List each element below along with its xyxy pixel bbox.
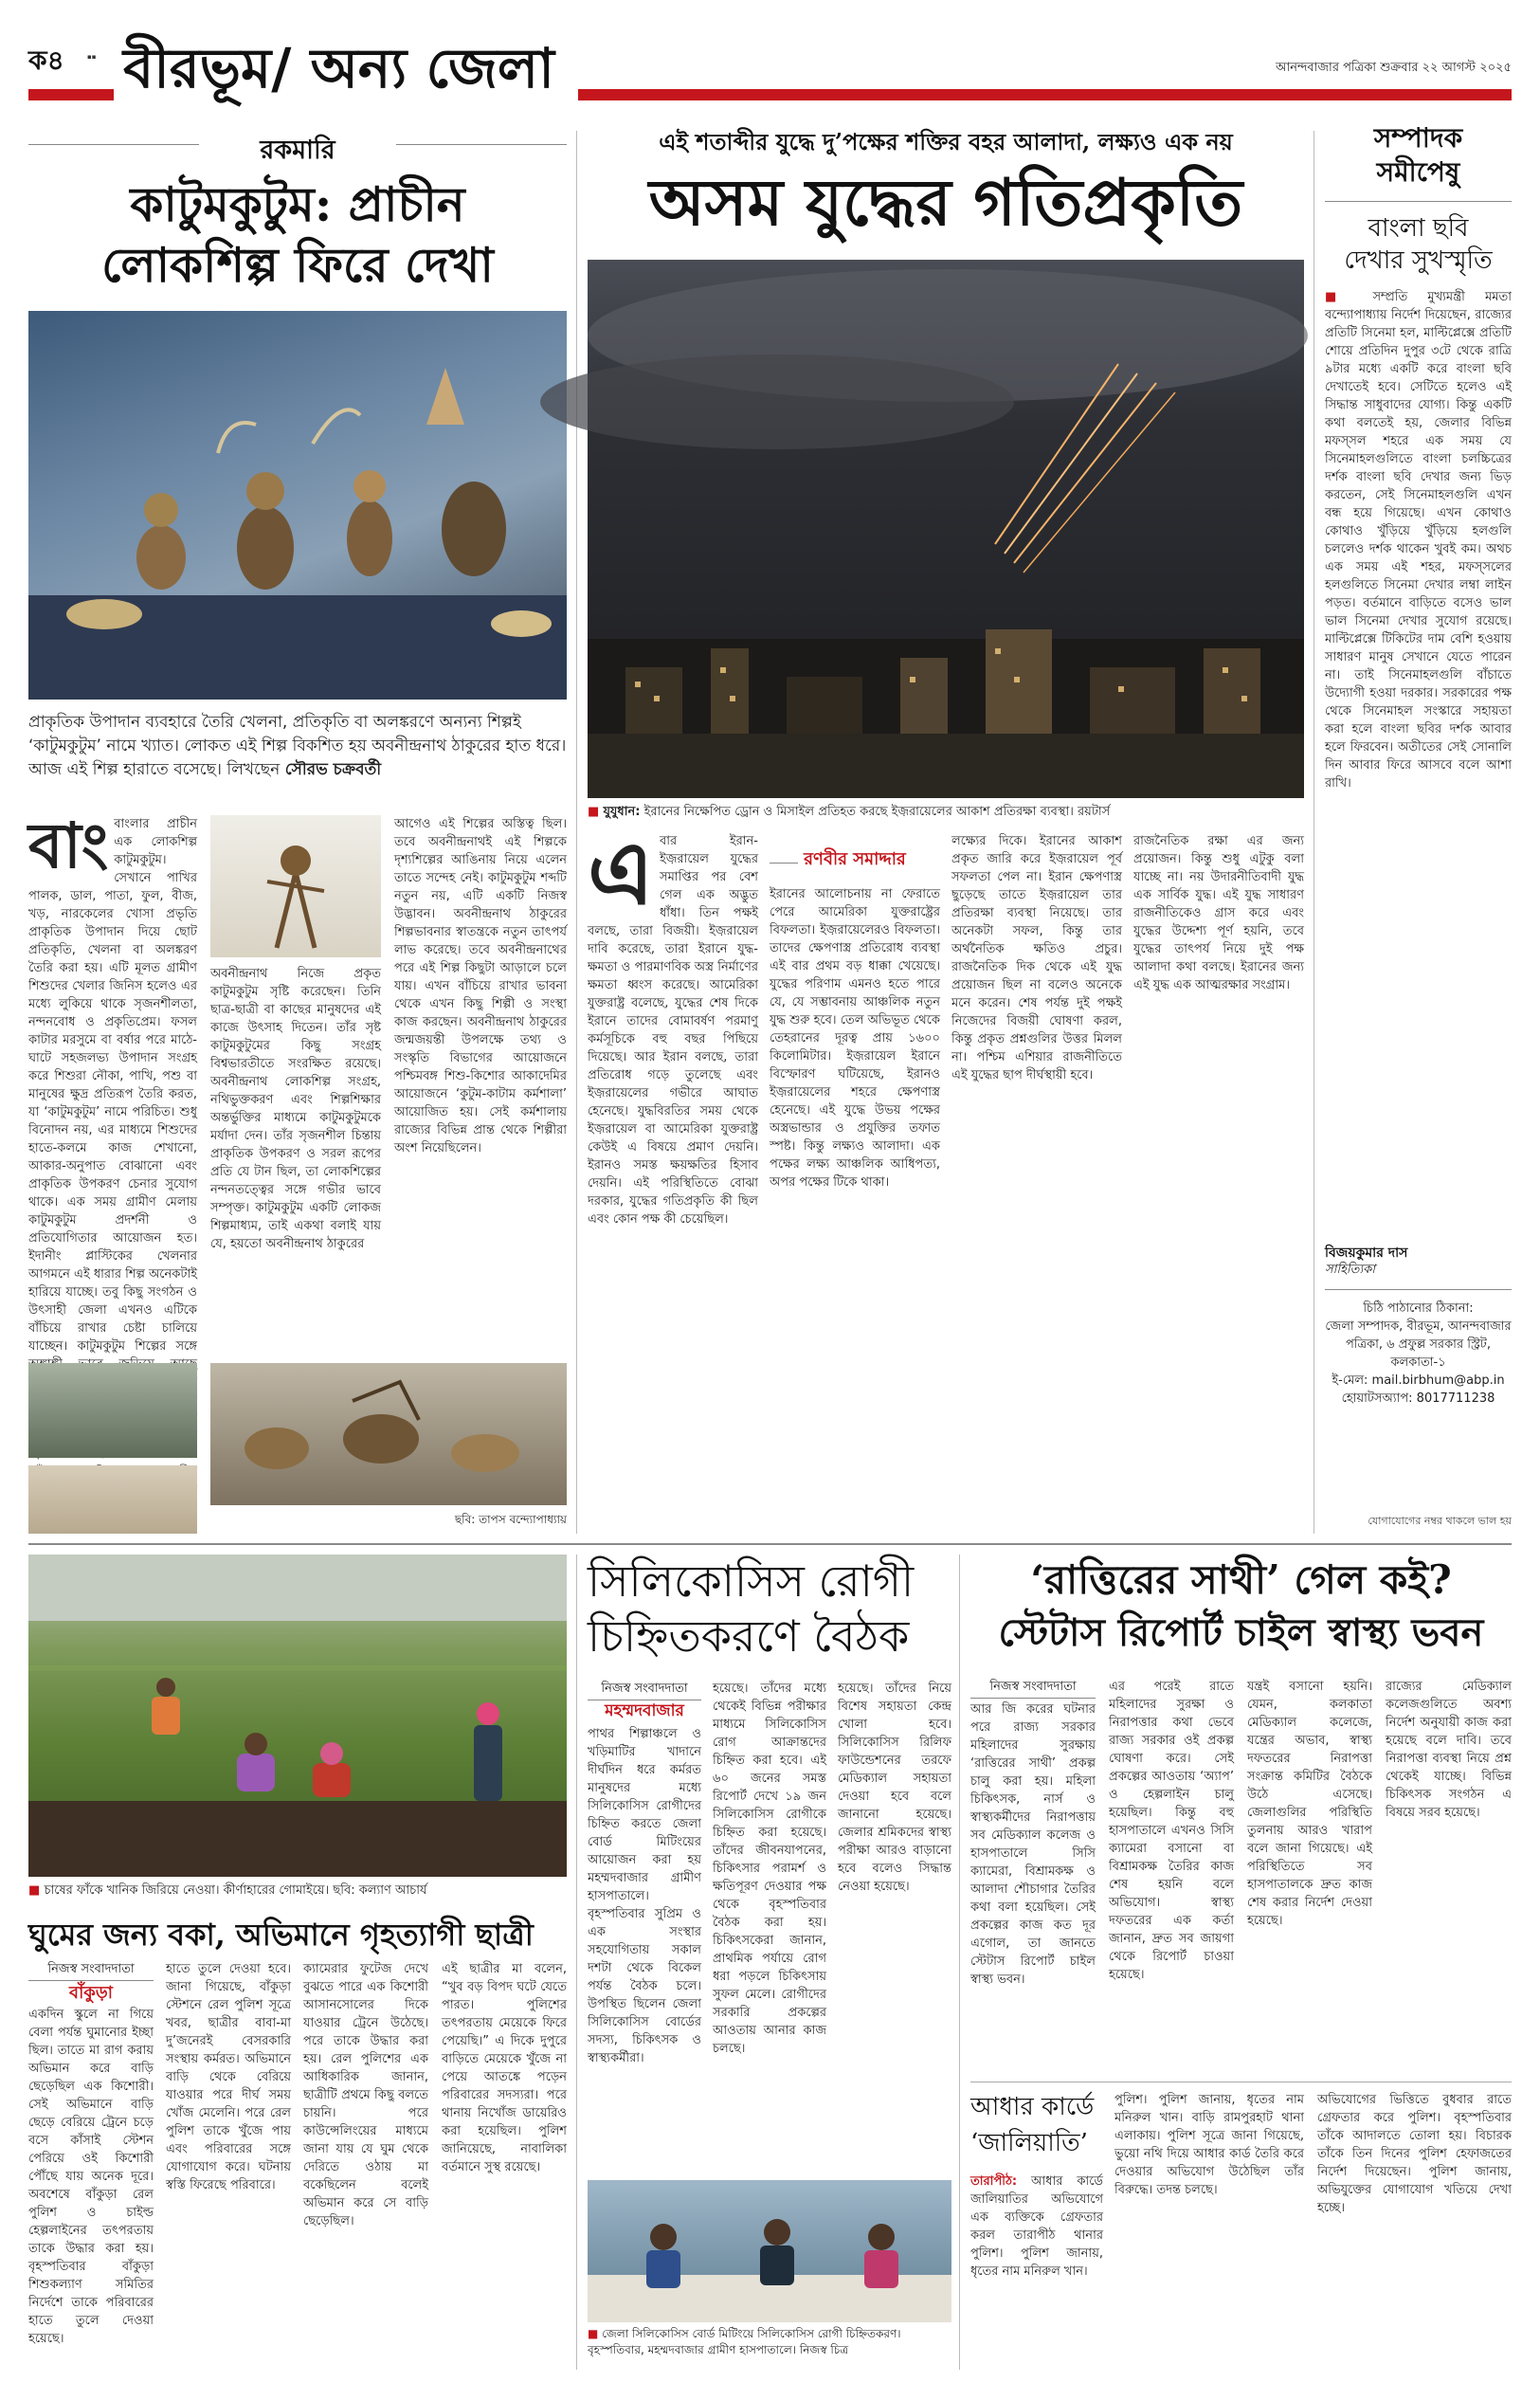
silicosis-body-col2: হয়েছে। তাঁদের মধ্যে থেকেই বিভিন্ন পরীক্ষার মাধ্যমে সিলিকোসিস রোগ আক্রান্তদের চিহ্নিত করা হবে। এই ৬০ জনের সমস্ত রিপোর্ট দেখে ১৯ জন সিলিকোসিস রোগীকে চিহ্নিত করা হয়েছে। তাঁদের জীবনযাপনের, চিকিৎসার পরামর্শ ও ক্ষতিপূরণ দেওয়ার পক্ষ থেকে বৃহস্পতিবার বৈঠক করা হয়। চিকিৎসকেরা জানান, প্রাথমিক পর্যায়ে রোগ ধরা পড়লে চিকিৎসায় সুফল মেলে। রোগীদের সরকারি প্রকল্পের আওতায় আনার কাজ চলছে। — [713, 1682, 826, 2056]
health-headline-line1: ‘রাত্তিরের সাথী’ গেল কই? — [1030, 1556, 1452, 1603]
aadhaar-body-col3: অভিযোগের ভিত্তিতে বুধবার রাতে গ্রেফতার করে পুলিশ। বৃহস্পতিবার তাঁকে আদালতে তোলা হয়। বিচারক তাঁকে তিন দিনের পুলিশ হেফাজতের নির্দেশ দিয়েছেন। পুলিশ জানায়, অভিযুক্তের যোগাযোগ খতিয়ে দেখা হচ্ছে। — [1317, 2093, 1512, 2215]
health-body-col1: আর জি করের ঘটনার পরে রাজ্য সরকার মহিলাদের সুরক্ষায় ‘রাত্তিরের সাথী’ প্রকল্প চালু করা হয়। মহিলা চিকিৎসক, নার্স ও স্বাস্থ্যকর্মীদের নিরাপত্তায় সব মেডিক্যাল কলেজ ও হাসপাতালে সিসি ক্যামেরা, বিশ্রামকক্ষ ও আলাদা শৌচাগার তৈরির কথা বলা হয়েছিল। সেই প্রকল্পের কাজ কত দূর এগোল, তা জানতে স্টেটাস রিপোর্ট চাইল স্বাস্থ্য ভবন। — [970, 1702, 1096, 1987]
center-kicker: এই শতাব্দীর যুদ্ধে দু’পক্ষের শক্তির বহর আলাদা, লক্ষ্যও এক নয় — [659, 128, 1233, 155]
craft-birds-photo — [28, 1465, 197, 1534]
craft-stick-figure-photo — [210, 815, 381, 957]
silicosis-reporter: নিজস্ব সংবাদদাতা — [588, 1680, 701, 1700]
feature-body-col1: বাংবাংলার প্রাচীন এক লোকশিল্প কাটুমকুটুম। সেখানে পাখির পালক, ডাল, পাতা, ফুল, বীজ, খড়, নারকেলের খোসা প্রভৃতি প্রাকৃতিক উপাদান দিয়ে ছোট প্রতিকৃতি, খেলনা বা অলঙ্করণ তৈরি করা হয়। এটি মূলত গ্রামীণ শিশুদের খেলার জিনিস হলেও এর মধ্যে লুকিয়ে থাকে সৃজনশীলতা, নন্দনবোধ ও প্রকৃতিপ্রেম। ফসল কাটার মরসুমে বা বর্ষার পরে মাঠে-ঘাটে সহজলভ্য উপাদান সংগ্রহ করে শিশুরা নৌকা, পাখি, পশু বা মানুষের ক্ষুদ্র প্রতিরূপ তৈরি করত, যা ‘কাটুমকুটুম’ নামে পরিচিত। শুধু বিনোদন নয়, এর মাধ্যমে শিশুদের হাতে-কলমে কাজ শেখানো, আকার-অনুপাত বোঝানো এবং প্রাকৃতিক উপকরণ চেনার সুযোগ থাকে। এক সময় গ্রামীণ মেলায় কাটুমকুটুম প্রদর্শনী ও প্রতিযোগিতার আয়োজন হত। ইদানীং প্লাস্টিকের খেলনার আগমনে এই ধারার শিল্প অনেকটাই হারিয়ে যাচ্ছে। তবু কিছু সংগঠন ও উৎসাহী জেলা এখনও এটিকে বাঁচিয়ে রাখার চেষ্টা চালিয়ে যাচ্ছেন। কাটুমকুটুম শিল্পের সঙ্গে — [28, 809, 197, 1354]
aadhaar-headline-line1: আধার কার্ডে — [970, 2093, 1095, 2121]
student-body-col3: ক্যামেরার ফুটেজ দেখে বুঝতে পারে এক কিশোরী আসানসোলের দিকে যাওয়ার ট্রেনে উঠেছে। পরে তাকে উদ্ধার করা হয়। রেল পুলিশের এক আধিকারিক জানান, ছাত্রীটি প্রথমে কিছু বলতে চায়নি। পরে কাউন্সেলিংয়ের মাধ্যমে জানা যায় যে ঘুম থেকে দেরিতে ওঠায় মা বকেছিলেন বলেই অভিমান করে সে বাড়ি ছেড়েছিল। — [303, 1962, 428, 2228]
letter-place: সাহিত্যিকা — [1325, 1263, 1376, 1277]
feature-headline-line1: কাটুমকুটুম: প্রাচীন — [130, 176, 465, 232]
editor-letters — [1325, 121, 1512, 1534]
page-divider — [28, 1543, 1512, 1545]
feature-body-col3: আগেও এই শিল্পের অস্তিত্ব ছিল। তবে অবনীন্দ্রনাথই এই শিল্পকে দৃশ্যশিল্পের আঙিনায় নিয়ে এলেন তাতে সন্দেহ নেই। কাটুমকুটুম শব্দটি নতুন নয়, এটি একটি নিজস্ব উদ্ভাবন। অবনীন্দ্রনাথ ঠাকুরের শিল্পভাবনার স্বাতন্ত্রকে নতুন তাৎপর্য লাভ করেছে। তবে অবনীন্দ্রনাথের পরে এই শিল্প কিছুটা আড়ালে চলে যায়। এখন বাঁচিয়ে রাখার ভাবনা থেকে এখন কিছু শিল্পী ও সংস্থা কাজ করছেন। অবনীন্দ্রনাথ ঠাকুরের জন্মজয়ন্তী উপলক্ষে তথ্য ও সংস্কৃতি বিভাগের আয়োজনে পশ্চিমবঙ্গ শিশু-কিশোর আকাদেমির আয়োজনে ‘কুটুম-কাটাম কর্মশালা’ আয়োজিত হয়। সেই কর্মশালায় রাজ্যের বিভিন্ন প্রান্ত থেকে শিল্পীরা অংশ নিয়েছিলেন। — [394, 817, 567, 1155]
caption-square-icon: ■ — [588, 2327, 599, 2340]
address-box — [1325, 1289, 1512, 1498]
silicosis-headline-line1: সিলিকোসিস রোগী — [588, 1555, 915, 1607]
center-photo-caption: ■ যুযুধান: ইরানের নিক্ষেপিত ড্রোন ও মিসাইল প্রতিহত করছে ইজ়রায়েলের আকাশ প্রতিরক্ষা ব্যবস্থা। রয়টার্স — [588, 805, 1111, 819]
address-title: চিঠি পাঠানোর ঠিকানা: — [1363, 1301, 1474, 1316]
rule-bottom-1 — [576, 1555, 577, 2370]
health-body-col3: যন্ত্রই বসানো হয়নি। যেমন, কলকাতা মেডিক্যাল কলেজে, যন্ত্রের অভাব, স্বাস্থ্য দফতরের নিরাপত্তা সংক্রান্ত কমিটির বৈঠকে উঠে এসেছে। জেলাগুলির পরিস্থিতি তুলনায় আরও খারাপ বলে জানা গিয়েছে। এই পরিস্থিতিতে সব হাসপাতালকে দ্রুত কাজ শেষ করার নির্দেশ দেওয়া হয়েছে। — [1247, 1680, 1372, 1928]
paddy-photo-caption: ■ চাষের ফাঁকে খানিক জিরিয়ে নেওয়া। কীর্ণাহারের গোমাইয়ে। ছবি: কল্যাণ আচার্য — [28, 1883, 427, 1898]
feature-kicker: রকমারি — [260, 136, 335, 165]
rule-left-center — [576, 131, 577, 1534]
silicosis-photo-caption: ■ জেলা সিলিকোসিস বোর্ড মিটিংয়ে সিলিকোসিস রোগী চিহ্নিতকরণ। বৃহস্পতিবার, মহম্মদবাজার গ্রামীণ হাসপাতালে। নিজস্ব চিত্র — [588, 2327, 901, 2356]
caption-square-icon: ■ — [28, 1883, 41, 1898]
left-feature — [28, 131, 567, 1534]
center-body-col3: লক্ষ্যের দিকে। ইরানের আকাশ প্রকৃত জারি করে ইজ়রায়েল পূর্ব সফলতা পেল না। ইরান ক্ষেপণাস্ত্র ছুড়েছে তাতে ইজ়রায়েল তার প্রতিরক্ষা ব্যবস্থা নিয়েছে। তার অনেকটা সফল, কিন্তু তার অর্থনৈতিক ক্ষতিও প্রচুর। রাজনৈতিক দিক থেকে এই যুদ্ধ প্রয়োজন ছিল না বলেও অনেকে মনে করেন। শেষ পর্যন্ত দুই পক্ষই নিজেদের বিজয়ী ঘোষণা করল, কিন্তু প্রকৃত প্রশ্নগুলির উত্তর মিলল না। পশ্চিম এশিয়ার রাজনীতিতে এই যুদ্ধের ছাপ দীর্ঘস্থায়ী হবে। — [951, 834, 1122, 1082]
aadhaar-body-col1: তারাপীঠ: আধার কার্ডে জালিয়াতির অভিযোগে এক ব্যক্তিকে গ্রেফতার করল তারাপীঠ থানার পুলিশ। পুলিশ জানায়, ধৃতের নাম মনিরুল খান। — [970, 2174, 1103, 2279]
center-story — [588, 121, 1304, 1534]
letter-author: বিজয়কুমার দাস — [1325, 1246, 1408, 1261]
student-place: বাঁকুড়া — [69, 1983, 113, 2003]
mini-logo-icon: ▪▪ — [87, 53, 97, 61]
aadhaar-headline-line2: ‘জালিয়াতি’ — [970, 2129, 1088, 2157]
aadhaar-place: তারাপীঠ: — [970, 2174, 1018, 2189]
health-reporter: নিজস্ব সংবাদদাতা — [970, 1678, 1096, 1699]
feature-author: সৌরভ চক্রবর্তী — [284, 760, 382, 779]
feature-intro-box — [28, 707, 567, 802]
health-body-col4: রাজ্যের মেডিক্যাল কলেজগুলিতে অবশ্য নির্দেশ অনুযায়ী কাজ করা হয়েছে বলে দাবি। তবে নিরাপত্তা ব্যবস্থা নিয়ে প্রশ্ন থেকেই যাচ্ছে। বিভিন্ন চিকিৎসক সংগঠন এ বিষয়ে সরব হয়েছে। — [1386, 1680, 1512, 1820]
page-masthead — [28, 28, 1512, 106]
student-body-col4: এই ছাত্রীর মা বলেন, “খুব বড় বিপদ ঘটে যেতে পারত। পুলিশের তৎপরতায় মেয়েকে ফিরে পেয়েছি।” এ দিকে দুপুরে বাড়িতে মেয়েকে খুঁজে না পেয়ে আতঙ্কে পড়েন পরিবারের সদস্যরা। পরে থানায় নিখোঁজ ডায়েরিও করা হয়েছিল। পুলিশ জানিয়েছে, নাবালিকা বর্তমানে সুস্থ রয়েছে। — [442, 1962, 567, 2174]
rule-bottom-2 — [959, 1555, 960, 2370]
center-dropcap: এ — [588, 823, 654, 924]
silicosis-headline-line2: চিহ্নিতকরণে বৈঠক — [588, 1610, 910, 1662]
center-body-col4: রাজনৈতিক রক্ষা এর জন্য প্রয়োজন। কিন্তু শুধু এটুকু বলা যাচ্ছে না। নয় উদারনীতিবাদী যুদ্ধ এক সার্বিক যুদ্ধ। এই যুদ্ধ সাধারণ রাজনীতিকেও গ্রাস করে এবং যুদ্ধের উদ্দেশ্য পূর্ণ হয়নি, তবে যুদ্ধের তাৎপর্য নিয়ে দুই পক্ষ আলাদা কথা বলছে। ইরানের জন্য এই যুদ্ধ এক আত্মরক্ষার সংগ্রাম। — [1133, 834, 1304, 992]
feature-body-col2: অবনীন্দ্রনাথ নিজে প্রকৃত কাটুমকুটুম সৃষ্টি করেছেন। তিনি ছাত্র-ছাত্রী বা কাছের মানুষদের এই কাজে উৎসাহ দিতেন। তাঁর সৃষ্ট কাটুমকুটুমের কিছু সংগ্রহ বিশ্বভারতীতে সংরক্ষিত রয়েছে। অবনীন্দ্রনাথ লোকশিল্প সংগ্রহ, নথিভুক্তকরণ এবং শিল্পশিক্ষার অন্তর্ভুক্তির মাধ্যমে কাটুমকুটুমকে মর্যাদা দেন। তাঁর সৃজনশীল চিন্তায় প্রাকৃতিক উপকরণ ও সরল রূপের প্রতি যে টান ছিল, তা লোকশিল্পের নন্দনতত্ত্বের সঙ্গে গভীর ভাবে সম্পৃক্ত। কাটুমকুটুম একটি লোকজ শিল্পমাধ্যম, তাই একথা বলাই যায় যে, হয়তো অবনীন্দ্রনাথ ঠাকুরের — [210, 967, 381, 1251]
paper-dateline: আনন্দবাজার পত্রিকা শুক্রবার ২২ আগস্ট ২০২৫ — [1276, 61, 1512, 75]
feature-intro: প্রাকৃতিক উপাদান ব্যবহারে তৈরি খেলনা, প্রতিকৃতি বা অলঙ্করণে অন্যন্য শিল্পই ‘কাটুমকুটুম’ নামে খ্যাত। লোকত এই শিল্প বিকশিত হয় অবনীন্দ্রনাথ ঠাকুরের হাত ধরে। আজ এই শিল্প হারাতে বসেছে। লিখছেন — [28, 713, 567, 779]
craft-figures-illustration — [28, 311, 567, 700]
address-body: জেলা সম্পাদক, বীরভূম, আনন্দবাজার পত্রিকা, ৬ প্রফুল্ল সরকার স্ট্রিট, কলকাতা-১ — [1325, 1319, 1512, 1370]
caption-square-icon: ■ — [588, 805, 600, 819]
letters-title-line1: সম্পাদক — [1373, 122, 1463, 154]
student-body-col2: হাতে তুলে দেওয়া হবে। জানা গিয়েছে, বাঁকুড়া স্টেশনে রেল পুলিশ সূত্রে খবর, ছাত্রীর বাবা-মা দু’জনেরই বেসরকারি সংস্থায় কর্মরত। অভিমানে বাড়ি থেকে বেরিয়ে যাওয়ার পরে দীর্ঘ সময় খোঁজ মেলেনি। পরে রেল পুলিশ তাকে খুঁজে পায় এবং পরিবারের সঙ্গে যোগাযোগ করে। ঘটনায় স্বস্তি ফিরেছে পরিবারে। — [166, 1962, 291, 2192]
feature-photo-credit: ছবি: তাপস বন্দ্যোপাধ্যায় — [454, 1513, 567, 1526]
katumkutum-photo — [28, 311, 567, 700]
health-story — [970, 1555, 1512, 2076]
workshop-photo — [28, 1363, 197, 1458]
page-number: ক৪ — [28, 45, 64, 76]
silicosis-body-col3: হয়েছে। তাঁদের নিয়ে বিশেষ সহায়তা কেন্দ্র খোলা হবে। সিলিকোসিস রিলিফ ফাউন্ডেশনের তরফে মেডিক্যাল সহায়তা দেওয়া হবে বলে জানানো হয়েছে। জেলার শ্রমিকদের স্বাস্থ্য পরীক্ষা আরও বাড়ানো হবে বলেও সিদ্ধান্ত নেওয়া হয়েছে। — [838, 1682, 951, 1894]
center-headline: অসম যুদ্ধের গতিপ্রকৃতি — [648, 165, 1243, 241]
letter-title-line2: দেখার সুখস্মৃতি — [1344, 246, 1493, 275]
center-body-col2: ইরানের আলোচনায় না ফেরাতে পেরে আমেরিকা যুক্তরাষ্ট্রের বিফলতা। ইজ়রায়েলেরও বিফলতা। তাদের ক্ষেপণাস্ত্র প্রতিরোধ ব্যবস্থা এই বার প্রথম বড় ধাক্কা খেয়েছে। যুদ্ধের পরিণাম এমনও হতে পারে যে, যে সম্ভাবনায় আঞ্চলিক নতুন যুদ্ধ শুরু হবে। তেল অভিভূত থেকে তেহরানের দূরত্ব প্রায় ১৬০০ কিলোমিটার। ইজ়রায়েল ইরানে বিস্ফোরণ ঘটিয়েছে, ইরানও ইজ়রায়েলের শহরে ক্ষেপণাস্ত্র হেনেছে। এই যুদ্ধে উভয় পক্ষের অস্ত্রভান্ডার ও প্রযুক্তির তফাত স্পষ্ট। কিন্তু লক্ষ্যও আলাদা। এক পক্ষের লক্ষ্য আঞ্চলিক আধিপত্য, অপর পক্ষের টিকে থাকা। — [770, 887, 940, 1190]
student-story — [28, 1911, 567, 2366]
feature-dropcap: বাং — [28, 809, 109, 882]
letter-body: ■ সম্প্রতি মুখ্যমন্ত্রী মমতা বন্দ্যোপাধ্যায় নির্দেশ দিয়েছেন, রাজ্যের প্রতিটি সিনেমা হল, মাল্টিপ্লেক্সে প্রতিটি শোয়ে প্রতিদিন দুপুর ৩টে থেকে রাত্রি ৯টার মধ্যে একটি করে বাংলা ছবি দেখাতেই হবে। সেটিতে হলেও এই সিদ্ধান্ত সাধুবাদের যোগ্য। কিন্তু একটি কথা বলতেই হয়, জেলার বিভিন্ন মফস্সল শহরে এক সময় যে সিনেমাহলগুলিতে বাংলা চলচ্চিত্রের দর্শক বাংলা ছবি দেখার জন্য ভিড় করতেন, সেই সিনেমাহলগুলি এখন বন্ধ হয়ে গিয়েছে। এখন কোথাও কোথাও খুঁড়িয়ে খুঁড়িয়ে হলগুলি চললেও দর্শক থাকেন খুবই কম। অথচ এক সময় এই শহর, মফস্সলের হলগুলিতে সিনেমা দেখার লম্বা লাইন পড়ত। বর্তমানে বাড়িতে বসেও ভাল ভাল সিনেমা দেখার সুযোগ রয়েছে। মাল্টিপ্লেক্সে টিকিটের দাম বেশি হওয়ায় সাধারণ মানুষ সেখানে যেতে পারেন না। তাই সিনেমাহলগুলি বাঁচাতে উদ্যোগী হওয়া দরকার। সরকারের পক্ষ থেকে সিনেমাহল সংস্কারে সহায়তা করা হলে বাংলা ছবির দর্শক আবার হলে ফিরবেন। অতীতের সেই সোনালি দিন আবার ফিরে আসবে বলে আশা রাখি। — [1325, 290, 1512, 791]
health-body-col2: এর পরেই রাতে মহিলাদের সুরক্ষা ও নিরাপত্তার কথা ভেবে রাজ্য সরকার ওই প্রকল্প ঘোষণা করে। সেই প্রকল্পের আওতায় ‘অ্যাপ’ ও হেল্পলাইন চালু হয়েছিল। কিন্তু বহু হাসপাতালে এখনও সিসি ক্যামেরা বসানো বা বিশ্রামকক্ষ তৈরির কাজ শেষ হয়নি বলে অভিযোগ। স্বাস্থ্য দফতরের এক কর্তা জানান, দ্রুত সব জায়গা থেকে রিপোর্ট চাওয়া হয়েছে। — [1109, 1680, 1234, 1982]
paddy-field-photo — [28, 1555, 567, 1877]
address-whatsapp[interactable]: হোয়াটসঅ্যাপ: 8017711238 — [1341, 1391, 1495, 1406]
aadhaar-body-col2: পুলিশ। পুলিশ জানায়, ধৃতের নাম মনিরুল খান। বাড়ি রামপুরহাট থানা এলাকায়। পুলিশ সূত্রে জানা গিয়েছে, ভুয়ো নথি দিয়ে আধার কার্ড তৈরি করে দেওয়ার অভিযোগ উঠেছিল তাঁর বিরুদ্ধে। তদন্ত চলছে। — [1114, 2093, 1304, 2197]
center-body-col1: এবার ইরান-ইজ়রায়েল যুদ্ধের সমাপ্তির পর বেশ গেল এক অদ্ভুত ধাঁধা। তিন পক্ষই বলছে, তারা বিজয়ী। ইজ়রায়েল দাবি করেছে, তারা ইরানে যুদ্ধ-ক্ষমতা ও পারমাণবিক অস্ত্র নির্মাণের ক্ষমতা ধ্বংস করেছে। আমেরিকা যুক্তরাষ্ট্র বলেছে, যুদ্ধের শেষ দিকে ইরানে তাদের বোমাবর্ষণ পরমাণু কর্মসূচিকে বহু বছর পিছিয়ে দিয়েছে। আর ইরান বলছে, তারা প্রতিরোধ গড়ে তুলেছে এবং ইজ়রায়েলের গভীরে আঘাত হেনেছে। যুদ্ধবিরতির সময় থেকে ইজ়রায়েল বা আমেরিকা যুক্তরাষ্ট্র কেউই এ বিষয়ে প্রমাণ দেয়নি। ইরানও সমস্ত ক্ষয়ক্ষতির হিসাব দেয়নি। এই পরিস্থিতিতে বোঝা দরকার, যুদ্ধের গতিপ্রকৃতি কী ছিল এবং কোন পক্ষ কী চেয়েছিল। — [588, 823, 758, 1227]
address-email[interactable]: ই-মেল: mail.birbhum@abp.in — [1332, 1373, 1505, 1388]
student-body-col1: একদিন স্কুলে না গিয়ে বেলা পর্যন্ত ঘুমানোর ইচ্ছা ছিল। তাতে মা রাগ করায় অভিমান করে বাড়ি ছেড়েছিল এক কিশোরী। সেই অভিমানে বাড়ি ছেড়ে বেরিয়ে ট্রেনে চড়ে বসে কাঁসাই স্টেশন পেরিয়ে ওই কিশোরী পৌঁছে যায় অনেক দূরে। অবশেষে বাঁকুড়া রেল পুলিশ ও চাইল্ড হেল্পলাইনের তৎপরতায় তাকে উদ্ধার করা হয়। বৃহস্পতিবার বাঁকুড়া শিশুকল্যাণ সমিতির নির্দেশে তাকে পরিবারের হাতে তুলে দেওয়া হয়েছে। — [28, 2008, 154, 2346]
student-reporter: নিজস্ব সংবাদদাতা — [28, 1960, 154, 1981]
meeting-illustration — [588, 2180, 951, 2322]
letters-footer-note: যোগাযোগের নম্বর থাকলে ভাল হয় — [1368, 1515, 1512, 1527]
missile-sky-photo — [588, 260, 1304, 798]
letter-bullet-icon: ■ — [1325, 290, 1353, 304]
masthead-red-tick — [28, 89, 114, 100]
letters-title-rule — [1325, 201, 1512, 202]
silicosis-body-col1: পাথর শিল্পাঞ্চলে ও খড়িমাটির খাদানে দীর্ঘদিন ধরে কর্মরত মানুষদের মধ্যে সিলিকোসিস রোগীদের চিহ্নিত করতে জেলা বোর্ড মিটিংয়ের আয়োজন করা হয় মহম্মদবাজার গ্রামীণ হাসপাতালে। বৃহস্পতিবার সুপ্রিম ও এক সংস্থার সহযোগিতায় সকাল দশটা থেকে বিকেল পর্যন্ত বৈঠক চলে। উপস্থিত ছিলেন জেলা সিলিকোসিস বোর্ডের সদস্য, চিকিৎসক ও স্বাস্থ্যকর্মীরা। — [588, 1727, 701, 2065]
center-byline: রণবীর সমাদ্দার — [804, 849, 906, 869]
letters-title-line2: সমীপেষু — [1376, 156, 1460, 188]
aadhaar-story — [970, 2091, 1512, 2370]
masthead-red-bar — [578, 89, 1512, 100]
silicosis-meeting-photo — [588, 2180, 951, 2322]
silicosis-story — [588, 1555, 951, 2370]
feature-headline-line2: লোকশিল্প ফিরে দেখা — [101, 237, 494, 293]
letter-title-line1: বাংলা ছবি — [1368, 214, 1469, 243]
section-title: বীরভূম/ অন্য জেলা — [123, 36, 554, 100]
student-headline: ঘুমের জন্য বকা, অভিমানে গৃহত্যাগী ছাত্রী — [28, 1917, 534, 1953]
craft-pieces-illustration — [210, 1363, 567, 1505]
farmers-resting-illustration — [28, 1555, 567, 1877]
health-headline-line2: স্টেটাস রিপোর্ট চাইল স্বাস্থ্য ভবন — [998, 1610, 1484, 1655]
silicosis-place: মহম্মদবাজার — [605, 1701, 684, 1720]
craft-table-photo — [210, 1363, 567, 1505]
night-city-missile-illustration — [588, 260, 1304, 798]
stick-craft-illustration — [210, 815, 381, 957]
